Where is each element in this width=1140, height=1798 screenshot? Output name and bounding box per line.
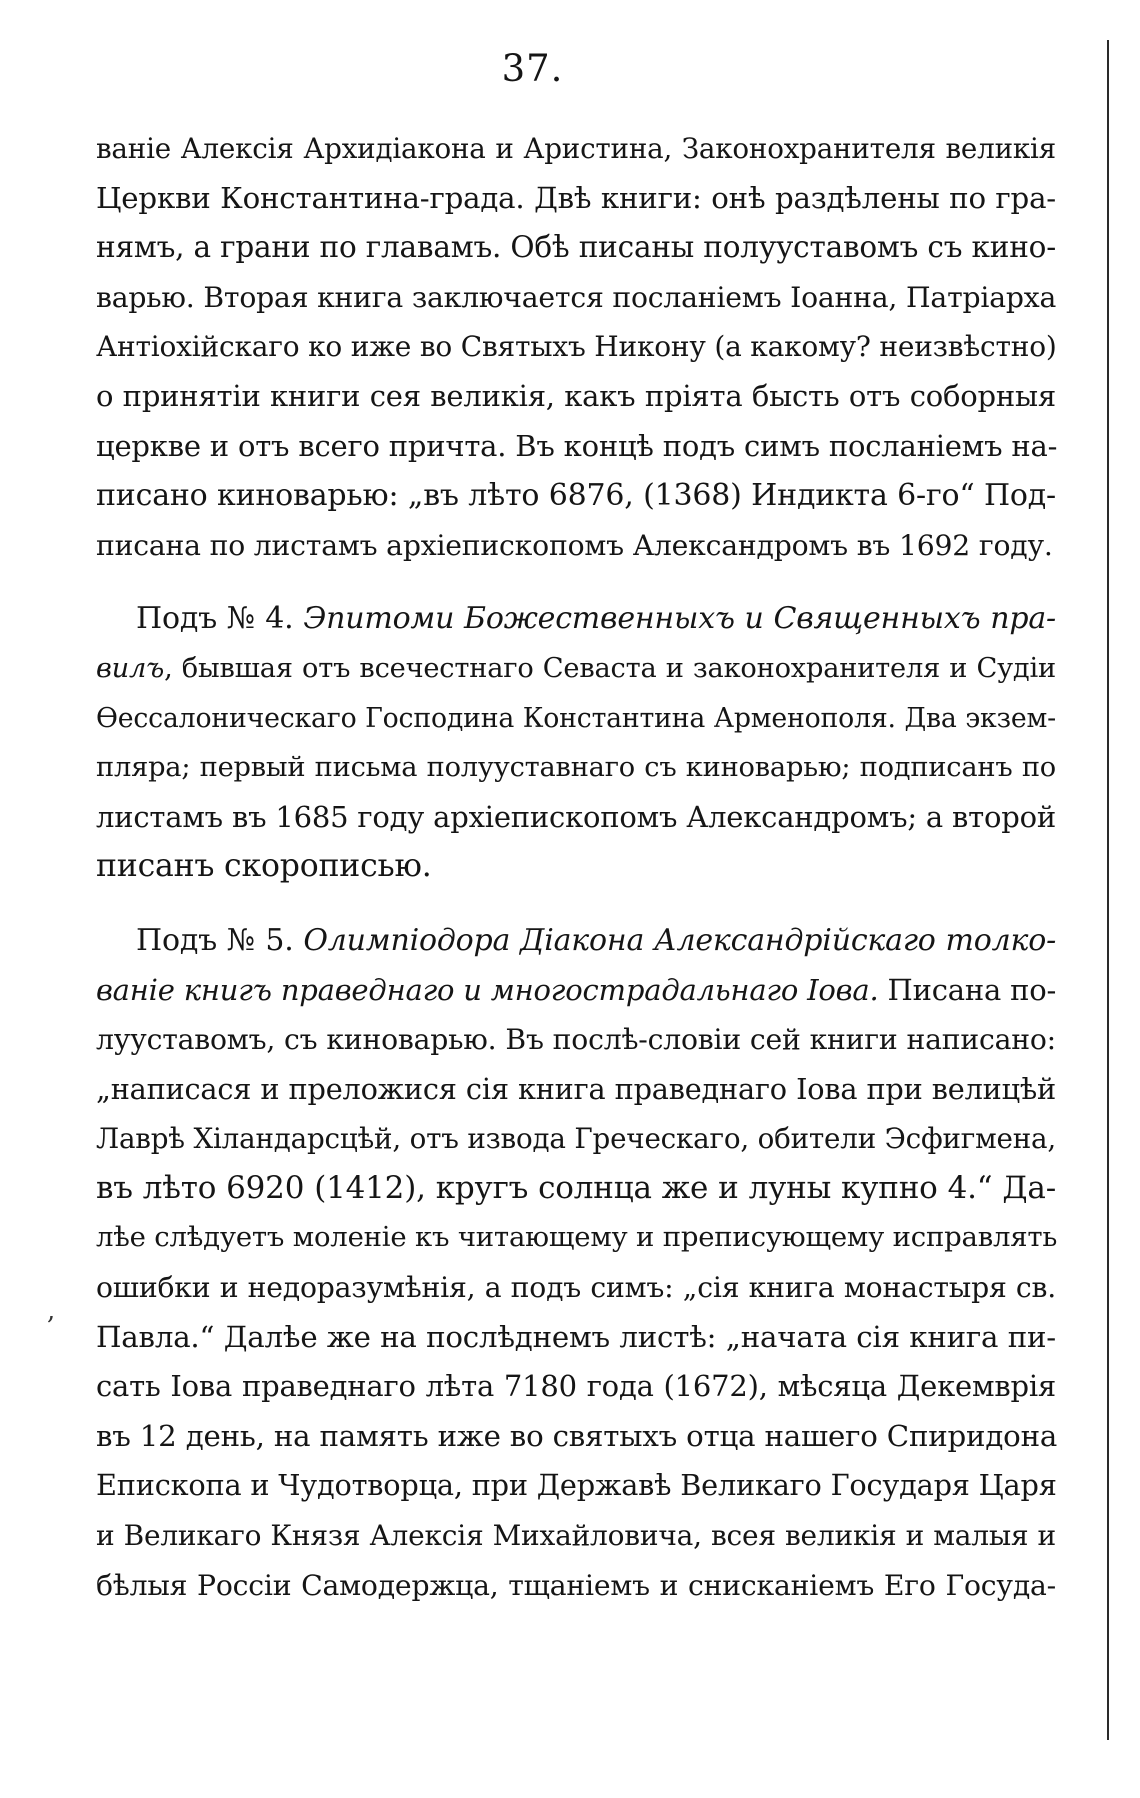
entry-number: Подъ № 4. bbox=[136, 601, 304, 637]
text-line: о принятіи книги сея великія, какъ пріята бысть отъ соборныя bbox=[96, 378, 1056, 413]
entry-title-end: вилъ bbox=[96, 652, 165, 684]
paragraph-2 bbox=[96, 594, 1056, 892]
text-line: писанъ скорописью. bbox=[96, 848, 432, 885]
page-edge-rule bbox=[1107, 40, 1109, 1740]
text-line: и Великаго Князя Алексія Михайловича, всея великія и малыя и bbox=[96, 1519, 1056, 1553]
text-line: Павла.“ Далѣе же на послѣднемъ листѣ: „начата сія книга пи- bbox=[96, 1319, 1056, 1354]
paragraph-gap bbox=[96, 570, 1056, 594]
text-line: ошибки и недоразумѣнія, а подъ симъ: „сія книга монастыря св. bbox=[96, 1271, 1056, 1305]
text-line: варью. Вторая книга заключается посланіемъ Іоанна, Патріарха bbox=[96, 280, 1057, 314]
entry-text: Писана по- bbox=[878, 972, 1057, 1007]
paragraph-3 bbox=[96, 916, 1056, 1610]
text-line bbox=[96, 916, 1056, 966]
text-line: Епископа и Чудотворца, при Державѣ Великаго Государя Царя bbox=[96, 1468, 1057, 1503]
text-line bbox=[96, 966, 1056, 1016]
text-line: нямъ, а грани по главамъ. Обѣ писаны полууставомъ съ кино- bbox=[96, 230, 1056, 265]
text-line: ваніе Алексія Архидіакона и Аристина, Законохранителя великія bbox=[96, 132, 1056, 165]
entry-title-end: ваніе книгъ праведнаго и многострадальнаго Іова. bbox=[96, 972, 879, 1007]
text-line: Лаврѣ Хіландарсцѣй, отъ извода Греческаго, обители Эсфигмена, bbox=[96, 1122, 1057, 1156]
text-line bbox=[96, 644, 1056, 694]
text-line: церкве и отъ всего причта. Въ концѣ подъ симъ посланіемъ на- bbox=[96, 428, 1058, 463]
text-line: въ лѣто 6920 (1412), кругъ солнца же и луны купно 4.“ Да- bbox=[96, 1169, 1056, 1206]
text-line: пляра; первый письма полууставнаго съ киноварью; подписанъ по bbox=[96, 752, 1056, 784]
entry-number: Подъ № 5. bbox=[136, 922, 304, 958]
page-number: 37. bbox=[501, 47, 564, 90]
text-line: Ѳессалоническаго Господина Константина Арменополя. Два экзем- bbox=[96, 702, 1056, 734]
margin-mark: , bbox=[47, 1296, 56, 1326]
text-line: въ 12 день, на память иже во святыхъ отца нашего Спиридона bbox=[96, 1418, 1058, 1453]
text-line: писано киноварью: „въ лѣто 6876, (1368) Индикта 6-го“ Под- bbox=[96, 478, 1056, 514]
text-line: листамъ въ 1685 году архіепископомъ Александромъ; а второй bbox=[96, 799, 1056, 834]
text-line: лѣе слѣдуетъ моленіе къ читающему и преписующему исправлять bbox=[96, 1221, 1058, 1254]
text-line: Антіохійскаго ко иже во Святыхъ Никону (а какому? неизвѣстно) bbox=[96, 330, 1057, 364]
text-line: Церкви Константина-града. Двѣ книги: онѣ раздѣлены по гра- bbox=[96, 180, 1056, 215]
paragraph-1 bbox=[96, 124, 1056, 570]
text-line: сать Іова праведнаго лѣта 7180 года (1672), мѣсяца Декемврія bbox=[96, 1369, 1056, 1404]
text-line: лууставомъ, съ киноварью. Въ послѣ-словіи сей книги написано: bbox=[96, 1023, 1056, 1057]
text-line: бѣлыя Россіи Самодержца, тщаніемъ и снисканіемъ Его Госуда- bbox=[96, 1568, 1056, 1602]
paragraph-gap bbox=[96, 892, 1056, 916]
text-line: писана по листамъ архіепископомъ Александромъ въ 1692 году. bbox=[96, 528, 1053, 562]
entry-title: Олимпіодора Діакона Александрійскаго толко- bbox=[303, 922, 1057, 958]
text-line bbox=[96, 594, 1056, 644]
text-line: „написася и преложися сія книга праведнаго Іова при велицѣй bbox=[96, 1071, 1056, 1106]
entry-text: , бывшая отъ всечестнаго Севаста и законохранителя и Судіи bbox=[164, 652, 1056, 684]
body-text bbox=[96, 124, 1056, 1610]
entry-title: Эпитоми Божественныхъ и Священныхъ пра- bbox=[303, 601, 1056, 637]
